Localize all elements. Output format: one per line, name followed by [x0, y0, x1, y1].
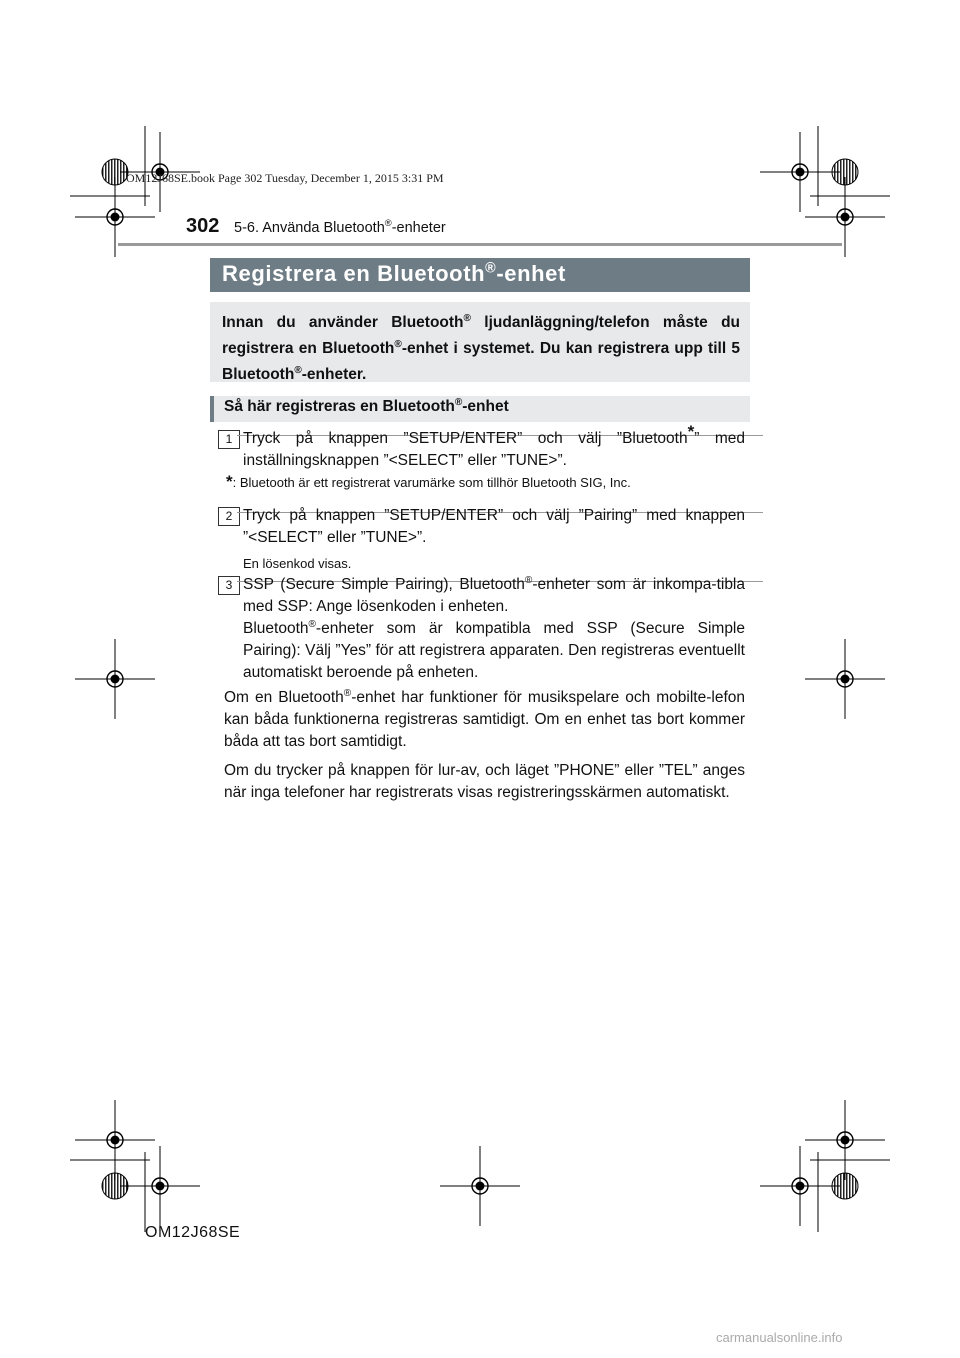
manual-code: OM12J68SE — [145, 1224, 241, 1241]
step-number: 2 — [218, 507, 240, 526]
step-number: 1 — [218, 430, 240, 449]
body-paragraph: Om du trycker på knappen för lur-av, och läget ”PHONE” eller ”TEL” anges när inga telefoner har registrerats visas registreringsskärmen automatiskt. — [224, 762, 745, 801]
print-info-line: OM12J68SE.book Page 302 Tuesday, December 1, 2015 3:31 PM — [126, 171, 444, 185]
page-number: 302 — [186, 215, 220, 237]
intro-box: Innan du använder Bluetooth® ljudanläggning/telefon måste du registrera en Bluetooth®-enhet i systemet. Du kan registrera upp till 5 Bluetooth®-enheter. — [210, 302, 750, 382]
chapter-title: 5-6. Använda Bluetooth®-enheter — [234, 217, 446, 236]
header-rule — [118, 243, 842, 246]
watermark: carmanualsonline.info — [716, 1330, 843, 1345]
section-title: Registrera en Bluetooth®-enhet — [210, 258, 750, 292]
subsection-title: Så här registreras en Bluetooth®-enhet — [210, 396, 750, 422]
step-number: 3 — [218, 576, 240, 595]
step-text: Tryck på knappen ”SETUP/ENTER” och välj ”Pairing” med knappen ”<SELECT” eller ”TUNE>”. — [243, 507, 745, 546]
footnote: *: Bluetooth är ett registrerat varumärke som tillhör Bluetooth SIG, Inc. — [226, 472, 631, 491]
step-text: Tryck på knappen ”SETUP/ENTER” och välj ”Bluetooth*” med inställningsknappen ”<SELECT” eller ”TUNE>”. — [243, 421, 746, 469]
step-text: SSP (Secure Simple Pairing), Bluetooth®-enheter som är inkompa-tibla med SSP: Ange lösenkoden i enheten. Bluetooth®-enheter som är kompatibla med SSP (Secure Simple Pairing): Välj ”Yes” för att registrera apparaten. Den registreras eventuellt automatiskt beroende på enheten. — [243, 574, 745, 681]
body-paragraph: Om en Bluetooth®-enhet har funktioner för musikspelare och mobilte-lefon kan båda funktionerna registreras samtidigt. Om en enhet tas bort kommer båda att tas bort samtidigt. — [224, 687, 746, 750]
step-note: En lösenkod visas. — [243, 556, 352, 571]
